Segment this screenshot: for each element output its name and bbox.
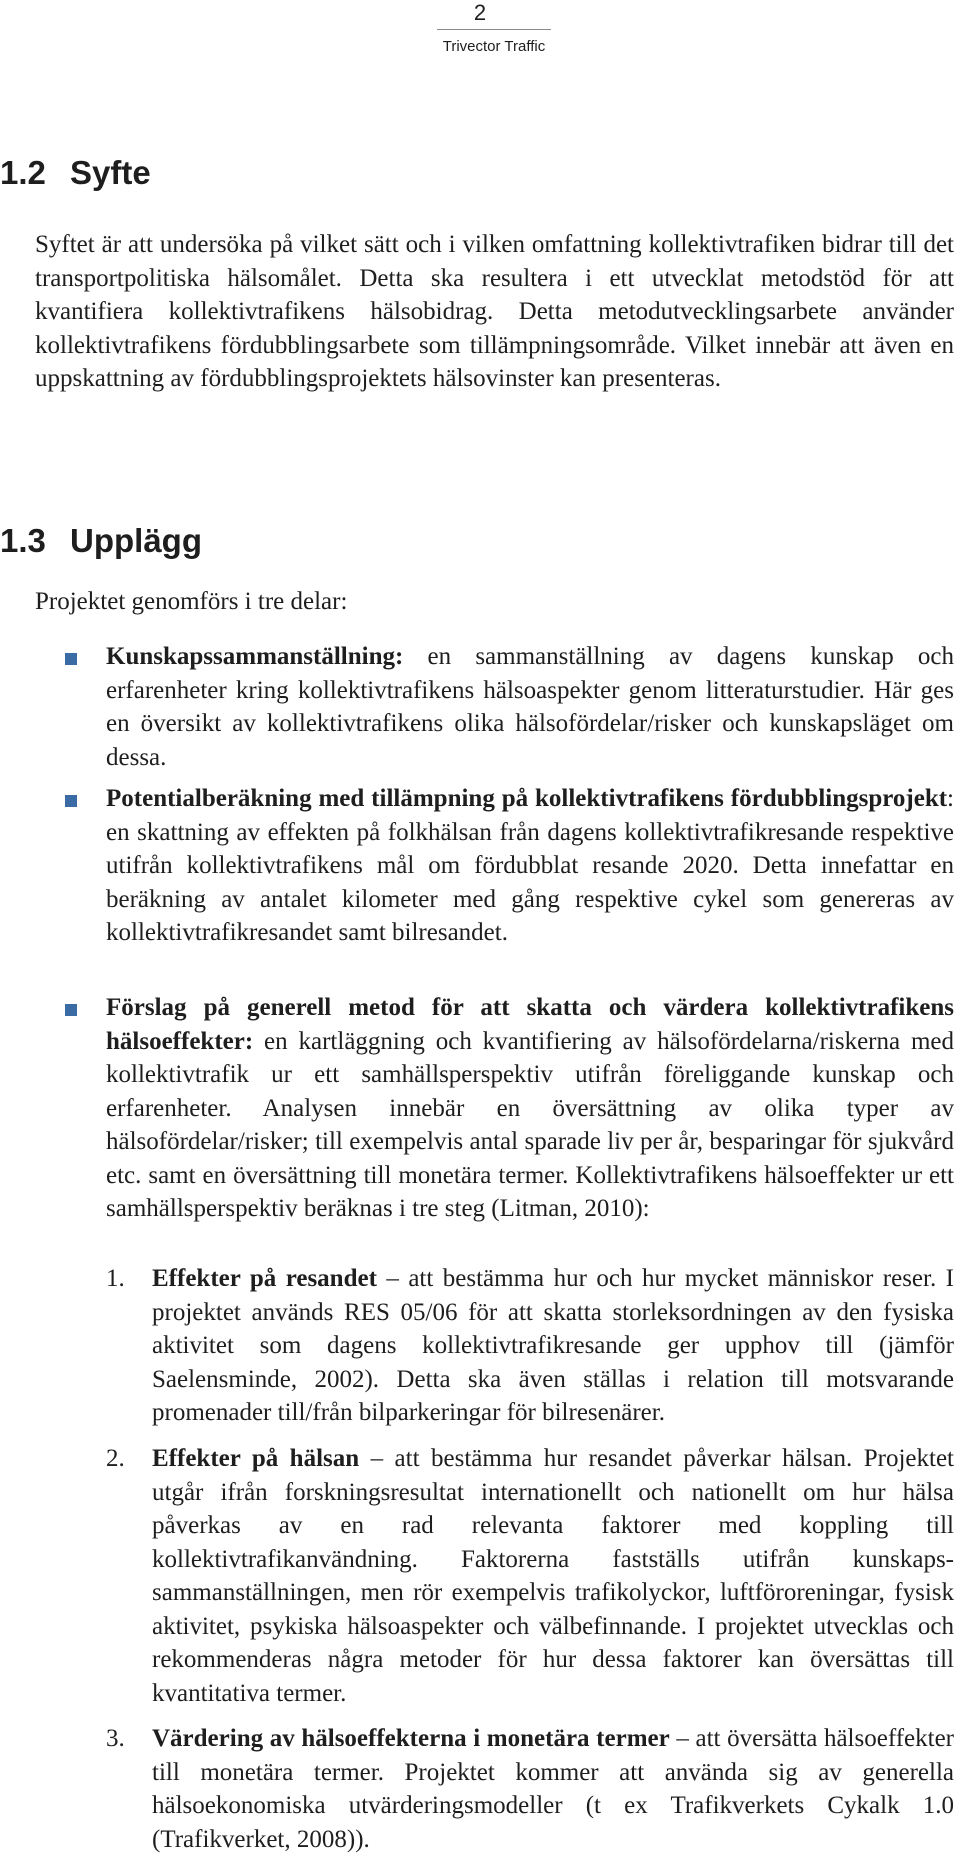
square-bullet-icon: [65, 795, 77, 807]
header-rule: [437, 29, 551, 30]
upplagg-intro: Projektet genomförs i tre delar:: [35, 588, 348, 615]
list-item: [106, 1262, 954, 1430]
list-item: [106, 1442, 954, 1710]
bullet-heading: Potentialberäkning med tillämpning på kollektivtrafikens fördubblingsprojekt: [106, 785, 948, 812]
section-title: Syfte: [70, 154, 151, 191]
bullet-heading: Kunskapssammanställning:: [106, 643, 404, 670]
header-title: Trivector Traffic: [442, 38, 546, 55]
bullet-text: en sammanställning av dagens kunskap och erfarenheter kring kollektivtrafikens hälsoaspekter genom litteraturstudier. Här ges en översikt av kollektivtrafikens olika hälsofördelar/risker och kunskapsläget om dessa.: [106, 643, 954, 771]
list-item: [35, 782, 954, 983]
bullet-list: [35, 640, 954, 1226]
bullet-heading: Förslag på generell metod för att skatta och värdera kollektivtrafikens hälsoeffekter:: [106, 994, 954, 1055]
step-text: – att bestämma hur resandet påverkar hälsan. Projektet utgår ifrån forskningsresultat internationellt och nationellt om hur hälsa påverkas av en rad relevanta faktorer med koppling till kollektivtrafikanvändning. Faktorerna fastställs utifrån kunskapssammanställningen, men rör exempelvis trafikolyckor, luftföroreningar, fysisk aktivitet, psykiska hälsoaspekter och välbefinnande. I projektet utvecklas och rekommenderas några metoder för hur dessa faktorer kan översättas till kvantitativa termer.: [152, 1445, 954, 1707]
step-heading: Värdering av hälsoeffekterna i monetära termer: [152, 1725, 670, 1752]
section-heading-upplagg: [0, 521, 202, 561]
section-title: Upplägg: [70, 522, 202, 559]
step-text: – att bestämma hur och hur mycket människor reser. I projektet används RES 05/06 för att skatta storleksordningen av den fysiska aktivitet som dagens kollektivtrafikresande ger upphov till (jämför Saelensminde, 2002). Detta ska även ställas i relation till motsvarande promenader till/från bilparkeringar för bilresenärer.: [152, 1265, 954, 1426]
section-heading-syfte: [0, 153, 151, 193]
step-heading: Effekter på resandet: [152, 1265, 377, 1292]
numbered-list: [106, 1262, 954, 1856]
bullet-text: : en skattning av effekten på folkhälsan från dagens kollektivtrafikresande respektive utifrån kollektivtrafikens mål om fördubblat resande 2020. Detta innefattar en beräkning av antalet kilometer med gång respektive cykel som genereras av kollektivtrafikresandet samt bilresandet.: [106, 785, 954, 946]
square-bullet-icon: [65, 653, 77, 665]
section-number: 1.2: [0, 154, 46, 191]
step-number: 2.: [106, 1445, 125, 1472]
square-bullet-icon: [65, 1004, 77, 1016]
step-number: 1.: [106, 1265, 125, 1292]
page-number: 2: [473, 0, 487, 25]
list-item: [106, 1722, 954, 1856]
section-number: 1.3: [0, 522, 46, 559]
list-item: [35, 991, 954, 1226]
list-item: [35, 640, 954, 774]
step-text: – att översätta hälsoeffekter till monetära termer. Projektet kommer att använda sig av generella hälsoekonomiska utvärderingsmodeller (t ex Trafikverkets Cykalk 1.0 (Trafikverket, 2008)).: [152, 1725, 954, 1853]
bullet-text: en kartläggning och kvantifiering av hälsofördelarna/riskerna med kollektivtrafik ur ett samhällsperspektiv utifrån föreliggande kunskap och erfarenheter. Analysen innebär en översättning av olika typer av hälsofördelar/risker; till exempelvis antal sparade liv per år, besparingar för sjukvård etc. samt en översättning till monetära termer. Kollektivtrafikens hälsoeffekter ur ett samhällsperspektiv beräknas i tre steg (Litman, 2010):: [106, 1027, 954, 1222]
syfte-paragraph: Syftet är att undersöka på vilket sätt och i vilken omfattning kollektivtrafiken bidrar till det transportpolitiska hälsomålet. Detta ska resultera i ett utvecklat metodstöd för att kvantifiera kollektivtrafikens hälsobidrag. Detta metodutvecklingsarbete använder kollektivtrafikens fördubblingsarbete som tillämpningsområde. Vilket innebär att även en uppskattning av fördubblingsprojektets hälsovinster kan presenteras.: [35, 231, 954, 392]
step-number: 3.: [106, 1725, 125, 1752]
step-heading: Effekter på hälsan: [152, 1445, 360, 1472]
